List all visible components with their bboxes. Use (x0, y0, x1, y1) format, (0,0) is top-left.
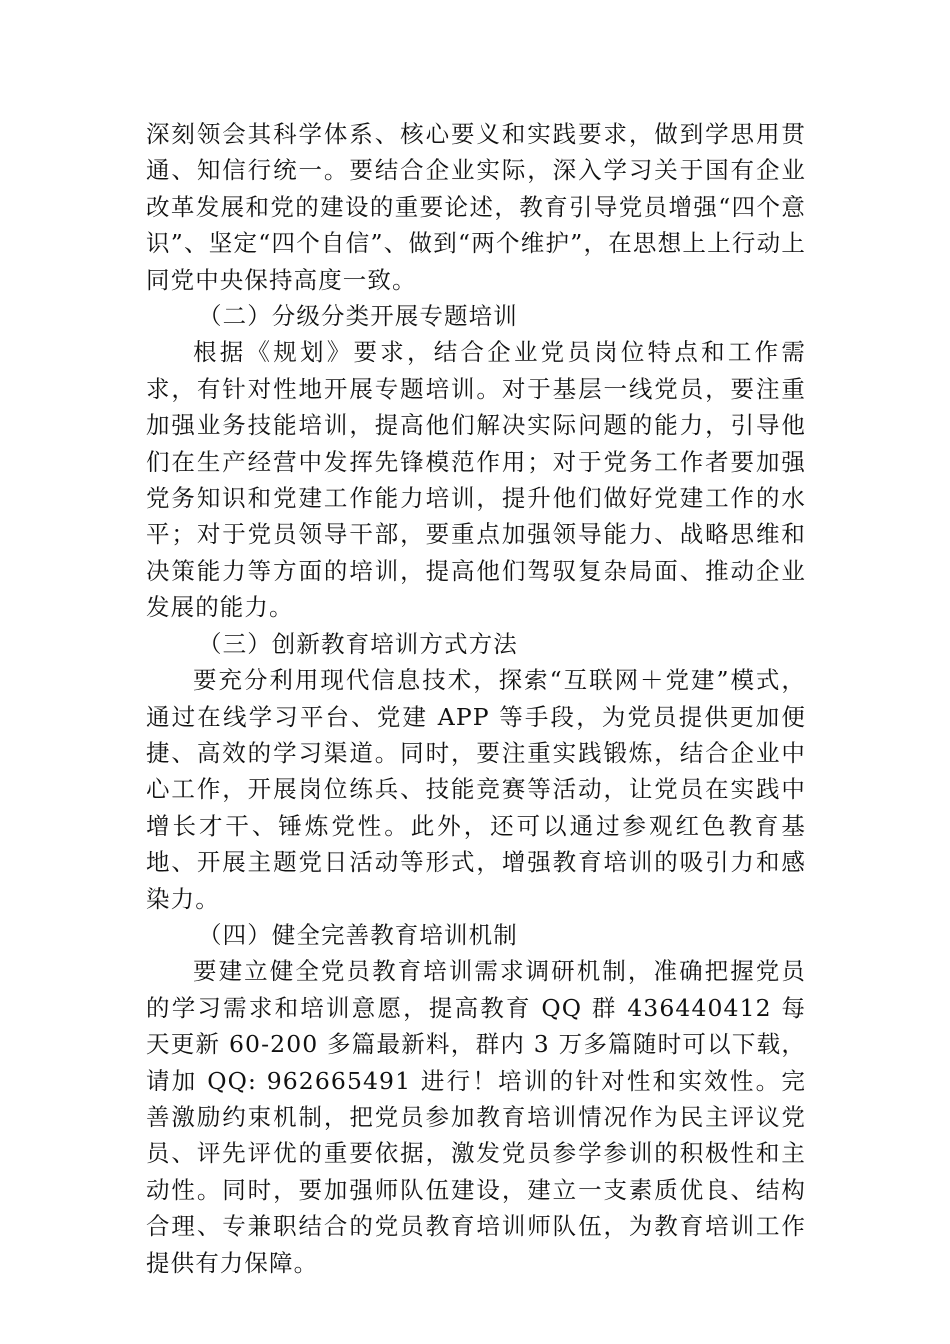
section-heading-4: （四）健全完善教育培训机制 (198, 920, 518, 949)
paragraph-section-3: 要充分利用现代信息技术，探索“互联网＋党建”模式，通过在线学习平台、党建 APP 等手段，为党员提供更加便捷、高效的学习渠道。同时，要注重实践锻炼，结合企业中心工作，开展岗位练兵、技能竞赛等活动，让党员在实践中增长才干、锤炼党性。此外，还可以通过参观红色教育基地、开展主题党日活动等形式，增强教育培训的吸引力和感染力。 (146, 666, 806, 913)
section-heading-3: （三）创新教育培训方式方法 (198, 629, 518, 658)
paragraph-section-4: 要建立健全党员教育培训需求调研机制，准确把握党员的学习需求和培训意愿，提高教育 QQ 群 436440412 每天更新 60-200 多篇最新料，群内 3 万多篇随时可以下载，请加 QQ: 962665491 进行！培训的针对性和实效性。完善激励约束机制，把党员参加教育培训情况作为民主评议党员、评先评优的重要依据，激发党员参学参训的积极性和主动性。同时，要加强师队伍建设，建立一支素质优良、结构合理、专兼职结合的党员教育培训师队伍，为教育培训工作提供有力保障。 (146, 957, 806, 1277)
section-heading-2: （二）分级分类开展专题培训 (198, 302, 518, 331)
paragraph-intro: 深刻领会其科学体系、核心要义和实践要求，做到学思用贯通、知信行统一。要结合企业实际，深入学习关于国有企业改革发展和党的建设的重要论述，教育引导党员增强“四个意识”、坚定“四个自信”、做到“两个维护”，在思想上上行动上同党中央保持高度一致。 (146, 120, 806, 294)
document-body (146, 116, 806, 1281)
paragraph-section-2: 根据《规划》要求，结合企业党员岗位特点和工作需求，有针对性地开展专题培训。对于基层一线党员，要注重加强业务技能培训，提高他们解决实际问题的能力，引导他们在生产经营中发挥先锋模范作用；对于党务工作者要加强党务知识和党建工作能力培训，提升他们做好党建工作的水平；对于党员领导干部，要重点加强领导能力、战略思维和决策能力等方面的培训，提高他们驾驭复杂局面、推动企业发展的能力。 (146, 338, 806, 622)
